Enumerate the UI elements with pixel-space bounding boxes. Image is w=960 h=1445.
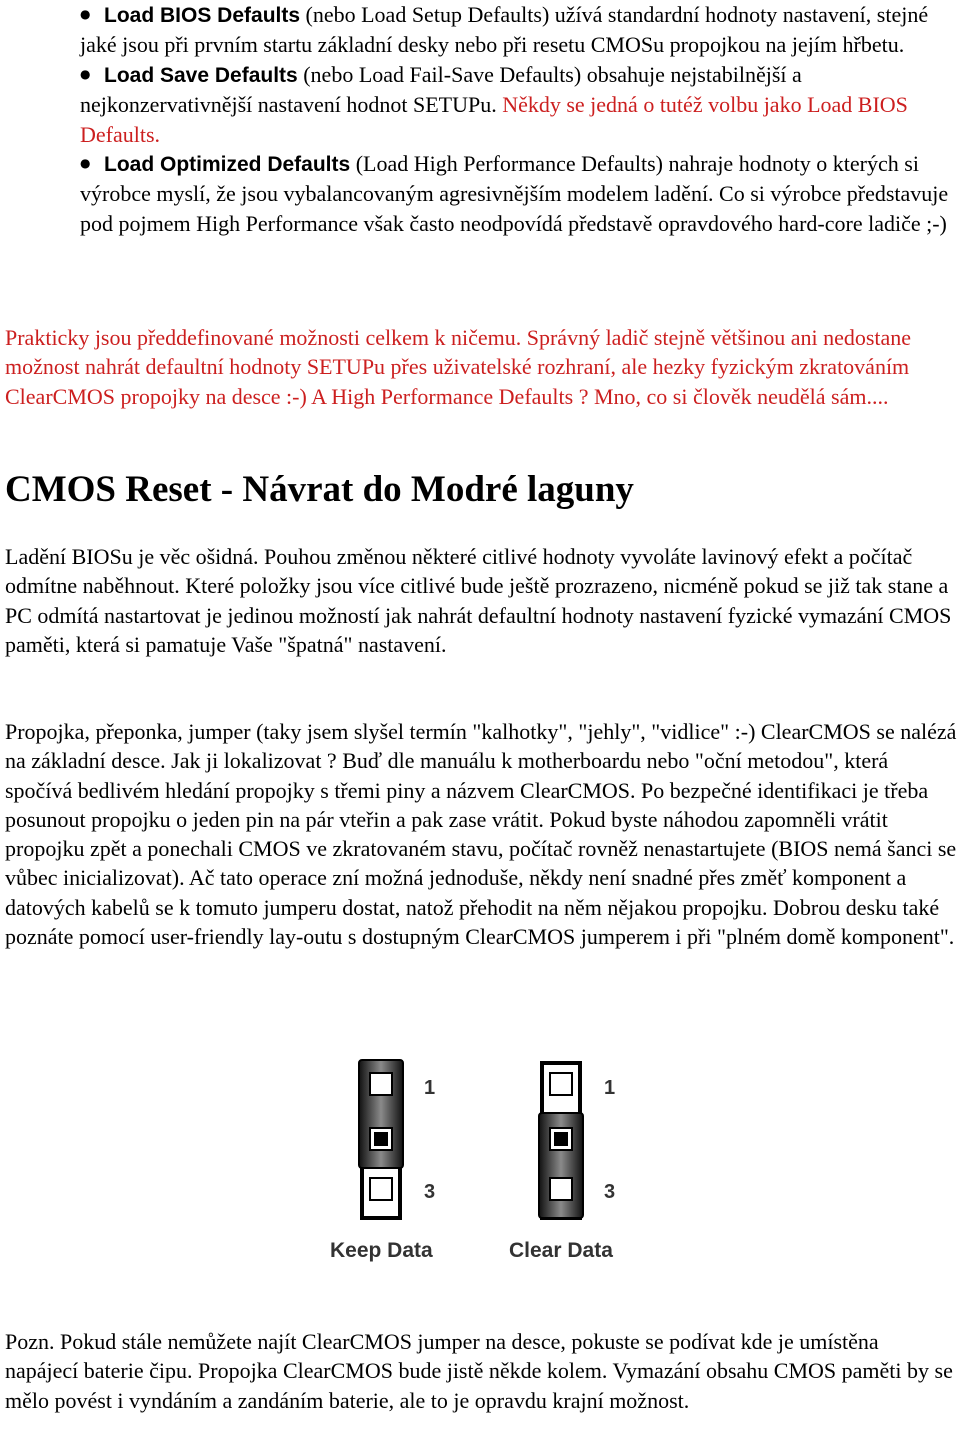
option-name: Load Save Defaults [104,63,298,87]
jumper-paragraph: Propojka, přeponka, jumper (taky jsem slyšel termín "kalhotky", "jehly", "vidlice" :-) ClearCMOS se nalézá na základní desce. Jak ji lokalizovat ? Buď dle manuálu k motherboardu nebo "oční metodou", která spočívá bedlivém hledání propojky s třemi piny a názvem ClearCMOS. Po bezpečné identifikaci je třeba posunout propojku o jeden pin na pár vteřin a pak zase vrátit. Pokud byste náhodou zapomněli vrátit propojku zpět a ponechali CMOS ve zkratovaném stavu, počítač rovněž nenastartujete (BIOS nemá šanci se vůbec inicializovat). Ač tato operace zní možná jednoduše, někdy není snadné přes změť komponent a datových kabelů se k tomuto jumperu dostat, natož přehodit na něm nějakou propojku. Dobrou desku také poznáte pomocí user-friendly lay-outu s dostupným ClearCMOS jumperem i při "plném domě komponent". [5,719,957,950]
pin-2-core [374,1132,388,1146]
defaults-list [5,0,957,238]
jumper-caption: Keep Data [330,1239,433,1262]
option-description: (nebo Load Fail-Save Defaults) obsahuje nejstabilnější a nejkonzervativnější nastavení hodnot SETUPu. [80,61,802,118]
list-item [5,0,957,60]
list-item-text [80,60,957,149]
pin-label-top: 1 [424,1077,436,1099]
pin-label-top: 1 [604,1077,616,1099]
pin-label-bottom: 3 [604,1181,616,1203]
clear-data-jumper [509,1063,615,1262]
pin-1 [550,1073,572,1095]
list-item [5,149,957,238]
jumper-caption: Clear Data [509,1239,613,1262]
pin-2-core [554,1132,568,1146]
list-item-text [80,0,957,60]
option-description: (nebo Load Setup Defaults) užívá standardní hodnoty nastavení, stejné jaké jsou při prvním startu základní desky nebo při resetu CMOSu propojkou na jejím hřbetu. [80,2,929,58]
note-paragraph: Pozn. Pokud stále nemůžete najít ClearCMOS jumper na desce, pokuste se podívat kde je umístěna napájecí baterie čipu. Propojka ClearCMOS bude jistě někde kolem. Vymazání obsahu CMOS paměti by se mělo povést i vyndáním a zandáním baterie, ale to je opravdu krajní možnost. [5,1329,953,1413]
jumper-diagram [323,1055,628,1270]
pin-label-bottom: 3 [424,1181,436,1203]
section-heading: CMOS Reset - Návrat do Modré laguny [5,469,634,510]
list-item [5,60,957,149]
bullet-icon: ● [80,7,91,21]
option-name: Load Optimized Defaults [104,153,351,177]
list-item-text [80,149,957,238]
pin-1 [370,1073,392,1095]
bullet-icon: ● [80,156,91,171]
commentary-paragraph: Prakticky jsou předdefinované možnosti celkem k ničemu. Správný ladič stejně většinou ani nedostane možnost nahrát defaultní hodnoty SETUPu přes uživatelské rozhraní, ale hezky fyzickým zkratováním ClearCMOS propojky na desce :-) A High Performance Defaults ? Mno, co si člověk neudělá sám.... [5,325,912,409]
pin-3 [550,1178,572,1200]
option-description: (Load High Performance Defaults) nahraje hodnoty o kterých si výrobce myslí, že jsou vybalancovaným agresivnějším modelem ladění. Co si výrobce představuje pod pojmem High Performance však často neodpovídá představě opravdového hard-core ladiče ;-) [80,151,949,236]
keep-data-jumper [330,1060,435,1262]
option-name: Load BIOS Defaults [104,4,301,27]
option-note: Někdy se jedná o tutéž volbu jako Load BIOS Defaults. [80,92,908,147]
pin-3 [370,1178,392,1200]
article [5,0,957,1413]
intro-paragraph: Ladění BIOSu je věc ošidná. Pouhou změnou některé citlivé hodnoty vyvoláte lavinový efekt a počítač odmítne naběhnout. Které položky jsou více citlivé bude ještě prozrazeno, nicméně pokud se již tak stane a PC odmítá nastartovat je jedinou možností jak nahrát defaultní hodnoty nastavení fyzické vymazání CMOS paměti, která si pamatuje Vaše "špatná" nastavení. [5,544,952,657]
bullet-icon: ● [80,66,91,81]
